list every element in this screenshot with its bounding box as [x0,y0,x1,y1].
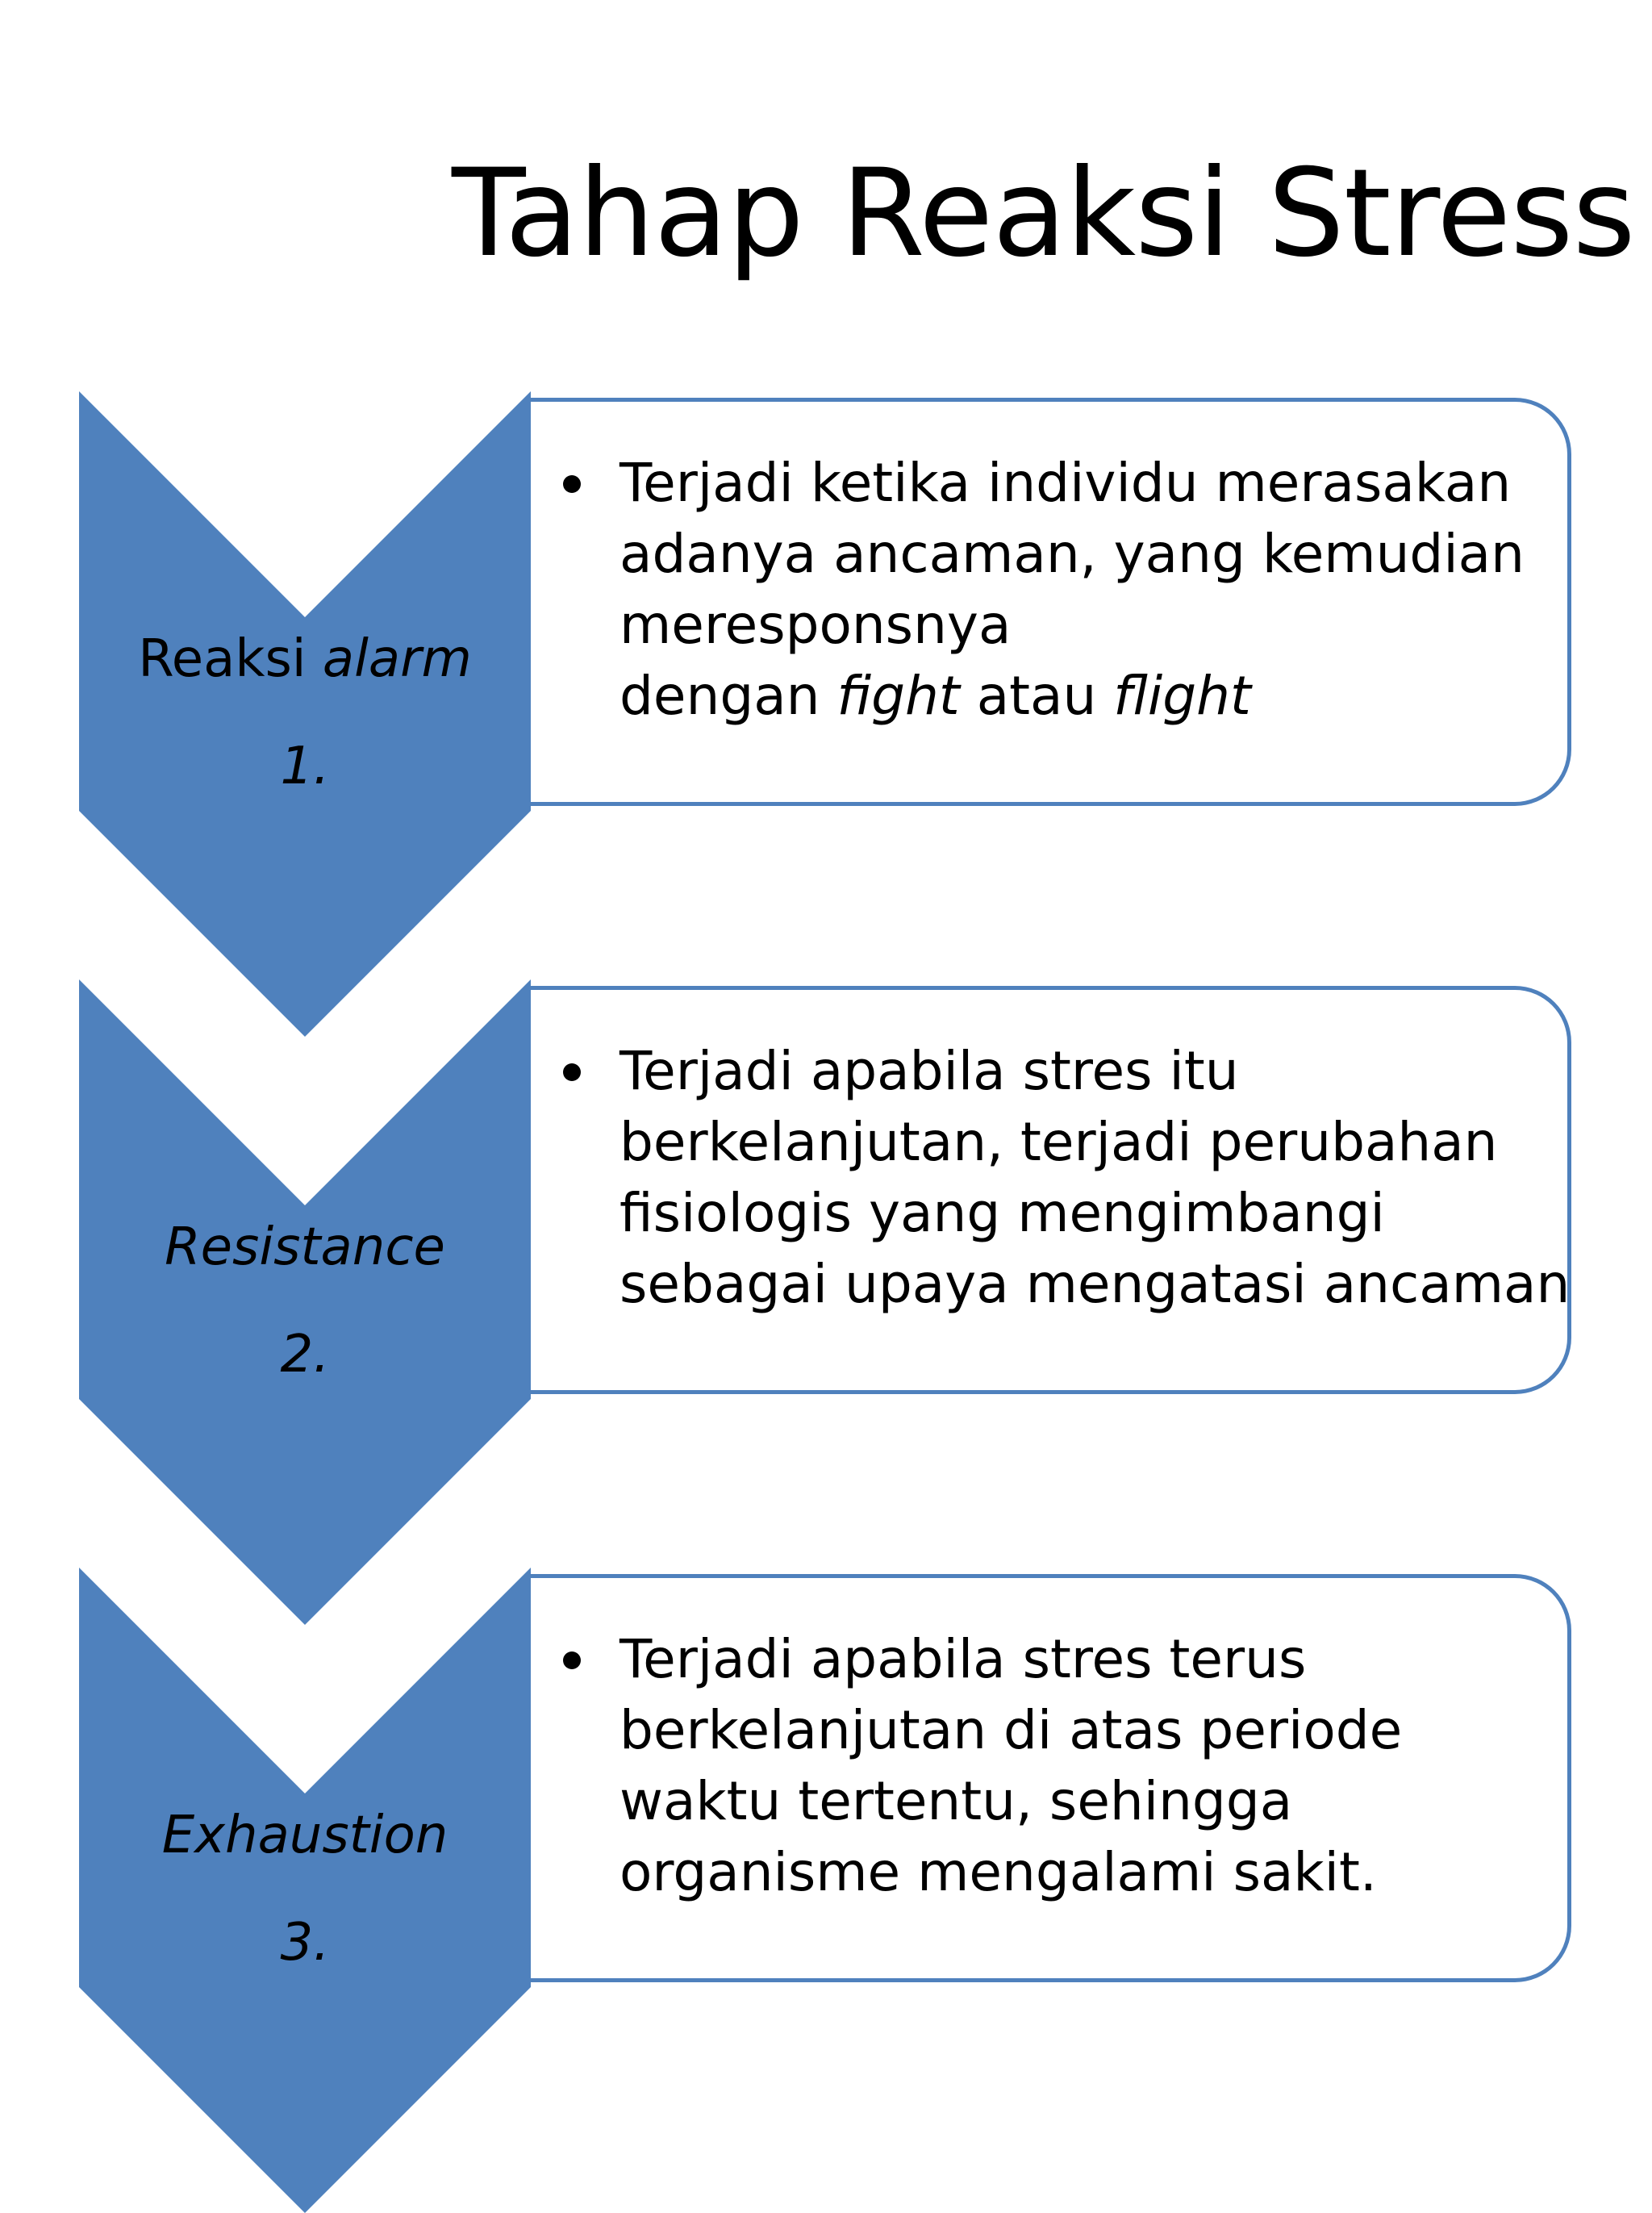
bullet-icon [563,1651,581,1669]
stage-exhaustion [0,1568,1652,2213]
bullet-icon [563,1063,581,1081]
stage-description [620,1624,1571,1908]
stage-label: Exhaustion [161,1806,448,1865]
slide-title: Tahap Reaksi Stress [452,144,1635,284]
chevron-shape [79,1568,531,2213]
stage-resistance [0,979,1652,1625]
description-line: meresponsnya [620,594,1012,656]
stage-label: Reaksi alarm [138,629,472,689]
stage-number: 2. [280,1325,330,1384]
chevron-shape [79,979,531,1625]
stage-number: 3. [280,1913,330,1973]
description-line: adanya ancaman, yang kemudian [620,523,1525,585]
description-line: waktu tertentu, sehingga [620,1770,1293,1832]
description-line: berkelanjutan, terjadi perubahan [620,1111,1498,1173]
description-line: organisme mengalami sakit. [620,1841,1377,1903]
description-line: fisiologis yang mengimbangi [620,1182,1385,1244]
description-line: sebagai upaya mengatasi ancaman [620,1253,1571,1315]
description-line: Terjadi ketika individu merasakan [620,452,1512,514]
stage-alarm [0,391,1652,1037]
stage-label: Resistance [165,1217,445,1277]
stage-description [620,448,1571,732]
description-line: dengan fight atau flight [620,665,1251,727]
bullet-icon [563,475,581,493]
description-line: Terjadi apabila stres itu [620,1040,1239,1102]
stage-number: 1. [280,737,330,796]
description-line: berkelanjutan di atas periode [620,1699,1403,1761]
description-line: Terjadi apabila stres terus [620,1628,1307,1690]
stage-description [620,1036,1571,1320]
chevron-shape [79,391,531,1037]
